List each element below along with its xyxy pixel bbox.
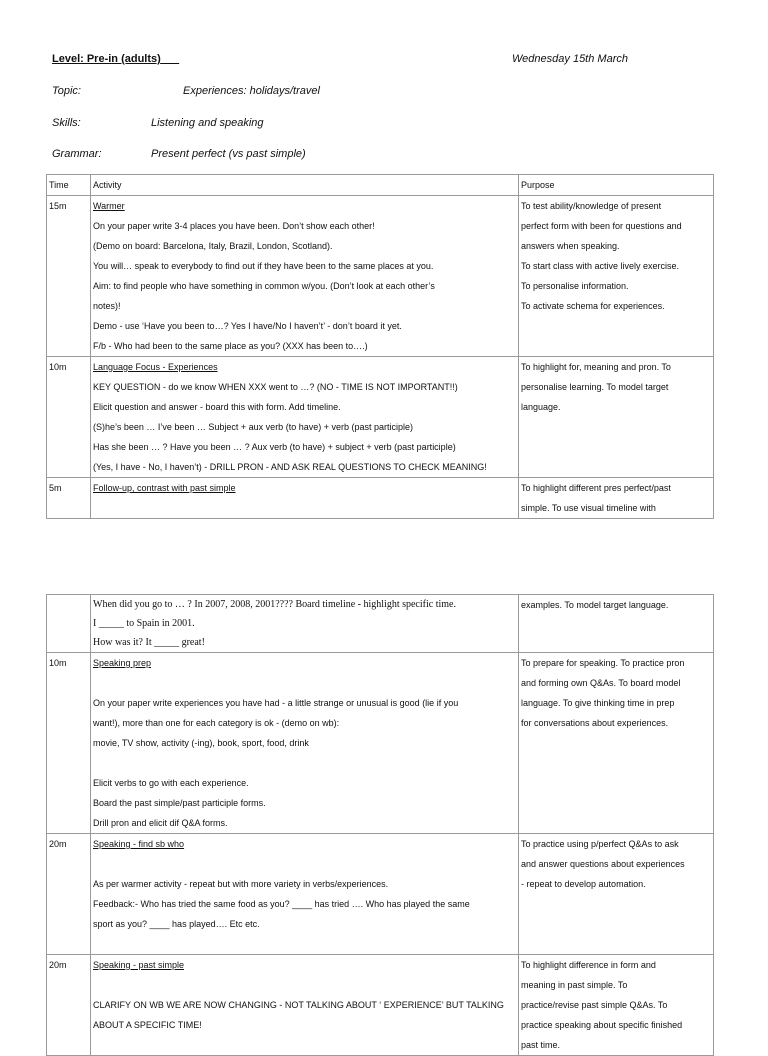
activity-title: Language Focus - Experiences xyxy=(93,362,218,372)
purpose-line: To test ability/knowledge of present xyxy=(521,201,662,211)
activity-line: How was it? It _____ great! xyxy=(93,637,205,648)
activity-cell xyxy=(91,834,519,955)
activity-title: Speaking - past simple xyxy=(93,960,185,970)
purpose-line: meaning in past simple. To xyxy=(521,980,628,990)
purpose-cell xyxy=(519,595,714,653)
table-row xyxy=(47,595,714,653)
time-cell: 20m xyxy=(47,834,91,955)
topic-label: Topic: xyxy=(52,85,81,97)
activity-cell xyxy=(91,196,519,357)
activity-line: KEY QUESTION - do we know WHEN XXX went to …? (NO - TIME IS NOT IMPORTANT!!) xyxy=(93,382,458,392)
purpose-line: and forming own Q&As. To board model xyxy=(521,678,681,688)
time-cell: 5m xyxy=(47,478,91,519)
table-row xyxy=(47,955,714,1056)
activity-line: Board the past simple/past participle forms. xyxy=(93,798,266,808)
purpose-cell xyxy=(519,653,714,834)
purpose-line: To activate schema for experiences. xyxy=(521,301,665,311)
activity-line: F/b - Who had been to the same place as you? (XXX has been to….) xyxy=(93,341,368,351)
purpose-cell xyxy=(519,955,714,1056)
purpose-line: To personalise information. xyxy=(521,281,629,291)
activity-line: As per warmer activity - repeat but with more variety in verbs/experiences. xyxy=(93,879,389,889)
activity-line: When did you go to … ? In 2007, 2008, 2001???? Board timeline - highlight specific time. xyxy=(93,599,456,610)
purpose-line: and answer questions about experiences xyxy=(521,859,685,869)
skills-value: Listening and speaking xyxy=(151,117,264,129)
activity-line: You will… speak to everybody to find out if they have been to the same places at you. xyxy=(93,261,434,271)
activity-cell xyxy=(91,595,519,653)
grammar-label: Grammar: xyxy=(52,148,102,160)
activity-line: movie, TV show, activity (-ing), book, sport, food, drink xyxy=(93,738,309,748)
lesson-plan-table-1 xyxy=(46,174,714,519)
table-header-row xyxy=(47,175,714,196)
activity-title: Speaking prep xyxy=(93,658,152,668)
activity-line: On your paper write experiences you have had - a little strange or unusual is good (lie if you xyxy=(93,698,459,708)
activity-line: Feedback:- Who has tried the same food as you? ____ has tried …. Who has played the same xyxy=(93,899,470,909)
purpose-line: language. xyxy=(521,402,561,412)
table-row xyxy=(47,653,714,834)
time-cell: 20m xyxy=(47,955,91,1056)
table-2-body xyxy=(47,595,714,1056)
activity-line: notes)! xyxy=(93,301,121,311)
lesson-date: Wednesday 15th March xyxy=(512,53,628,65)
activity-line: Elicit verbs to go with each experience. xyxy=(93,778,249,788)
purpose-line: perfect form with been for questions and xyxy=(521,221,682,231)
activity-cell xyxy=(91,955,519,1056)
blank-line xyxy=(93,673,516,693)
time-cell: 10m xyxy=(47,357,91,478)
activity-line: I _____ to Spain in 2001. xyxy=(93,618,195,629)
purpose-cell xyxy=(519,478,714,519)
purpose-line: answers when speaking. xyxy=(521,241,620,251)
time-cell: 10m xyxy=(47,653,91,834)
purpose-line: To highlight difference in form and xyxy=(521,960,656,970)
activity-line: ABOUT A SPECIFIC TIME! xyxy=(93,1020,202,1030)
time-cell: 15m xyxy=(47,196,91,357)
table-row xyxy=(47,834,714,955)
time-cell xyxy=(47,595,91,653)
purpose-line: To prepare for speaking. To practice pron xyxy=(521,658,685,668)
topic-value: Experiences: holidays/travel xyxy=(183,85,320,97)
purpose-line: examples. To model target language. xyxy=(521,600,669,610)
activity-line: Drill pron and elicit dif Q&A forms. xyxy=(93,818,228,828)
purpose-line: language. To give thinking time in prep xyxy=(521,698,675,708)
purpose-line: To highlight different pres perfect/past xyxy=(521,483,671,493)
purpose-line: To highlight for, meaning and pron. To xyxy=(521,362,671,372)
table-row xyxy=(47,478,714,519)
activity-line: (Demo on board: Barcelona, Italy, Brazil, London, Scotland). xyxy=(93,241,333,251)
purpose-line: To practice using p/perfect Q&As to ask xyxy=(521,839,679,849)
purpose-cell xyxy=(519,357,714,478)
activity-line: (Yes, I have - No, I haven’t) - DRILL PRON - AND ASK REAL QUESTIONS TO CHECK MEANING! xyxy=(93,462,487,472)
activity-line: want!), more than one for each category is ok - (demo on wb): xyxy=(93,718,340,728)
purpose-column-header: Purpose xyxy=(519,175,714,196)
blank-line xyxy=(93,854,516,874)
activity-line: Aim: to find people who have something in common w/you. (Don’t look at each other’s xyxy=(93,281,435,291)
purpose-line: practice/revise past simple Q&As. To xyxy=(521,1000,668,1010)
purpose-cell xyxy=(519,196,714,357)
table-row xyxy=(47,357,714,478)
activity-line: CLARIFY ON WB WE ARE NOW CHANGING - NOT TALKING ABOUT ‘ EXPERIENCE’ BUT TALKING xyxy=(93,1000,504,1010)
blank-line xyxy=(93,975,516,995)
purpose-line: practice speaking about specific finished xyxy=(521,1020,683,1030)
table-row xyxy=(47,196,714,357)
activity-title: Follow-up, contrast with past simple xyxy=(93,483,236,493)
activity-cell xyxy=(91,478,519,519)
activity-line: Has she been … ? Have you been … ? Aux verb (to have) + subject + verb (past participle) xyxy=(93,442,456,452)
activity-cell xyxy=(91,653,519,834)
purpose-line: To start class with active lively exercise. xyxy=(521,261,680,271)
purpose-line: for conversations about experiences. xyxy=(521,718,669,728)
activity-line: Demo - use ‘Have you been to…? Yes I have/No I haven’t’ - don’t board it yet. xyxy=(93,321,402,331)
activity-title: Warmer xyxy=(93,201,125,211)
activity-line: (S)he’s been … I’ve been … Subject + aux verb (to have) + verb (past participle) xyxy=(93,422,413,432)
blank-line xyxy=(93,934,516,954)
activity-line: On your paper write 3-4 places you have been. Don’t show each other! xyxy=(93,221,375,231)
activity-cell xyxy=(91,357,519,478)
table-1-body xyxy=(47,196,714,519)
activity-line: sport as you? ____ has played…. Etc etc. xyxy=(93,919,260,929)
purpose-line: personalise learning. To model target xyxy=(521,382,669,392)
level-heading: Level: Pre-in (adults) xyxy=(52,53,161,65)
lesson-plan-table-2 xyxy=(46,594,714,1056)
purpose-cell xyxy=(519,834,714,955)
grammar-value: Present perfect (vs past simple) xyxy=(151,148,306,160)
blank-line xyxy=(93,753,516,773)
purpose-line: - repeat to develop automation. xyxy=(521,879,646,889)
purpose-line: past time. xyxy=(521,1040,561,1050)
time-column-header: Time xyxy=(47,175,91,196)
activity-column-header: Activity xyxy=(91,175,519,196)
activity-title: Speaking - find sb who xyxy=(93,839,185,849)
activity-line: Elicit question and answer - board this with form. Add timeline. xyxy=(93,402,341,412)
purpose-line: simple. To use visual timeline with xyxy=(521,503,656,513)
skills-label: Skills: xyxy=(52,117,81,129)
